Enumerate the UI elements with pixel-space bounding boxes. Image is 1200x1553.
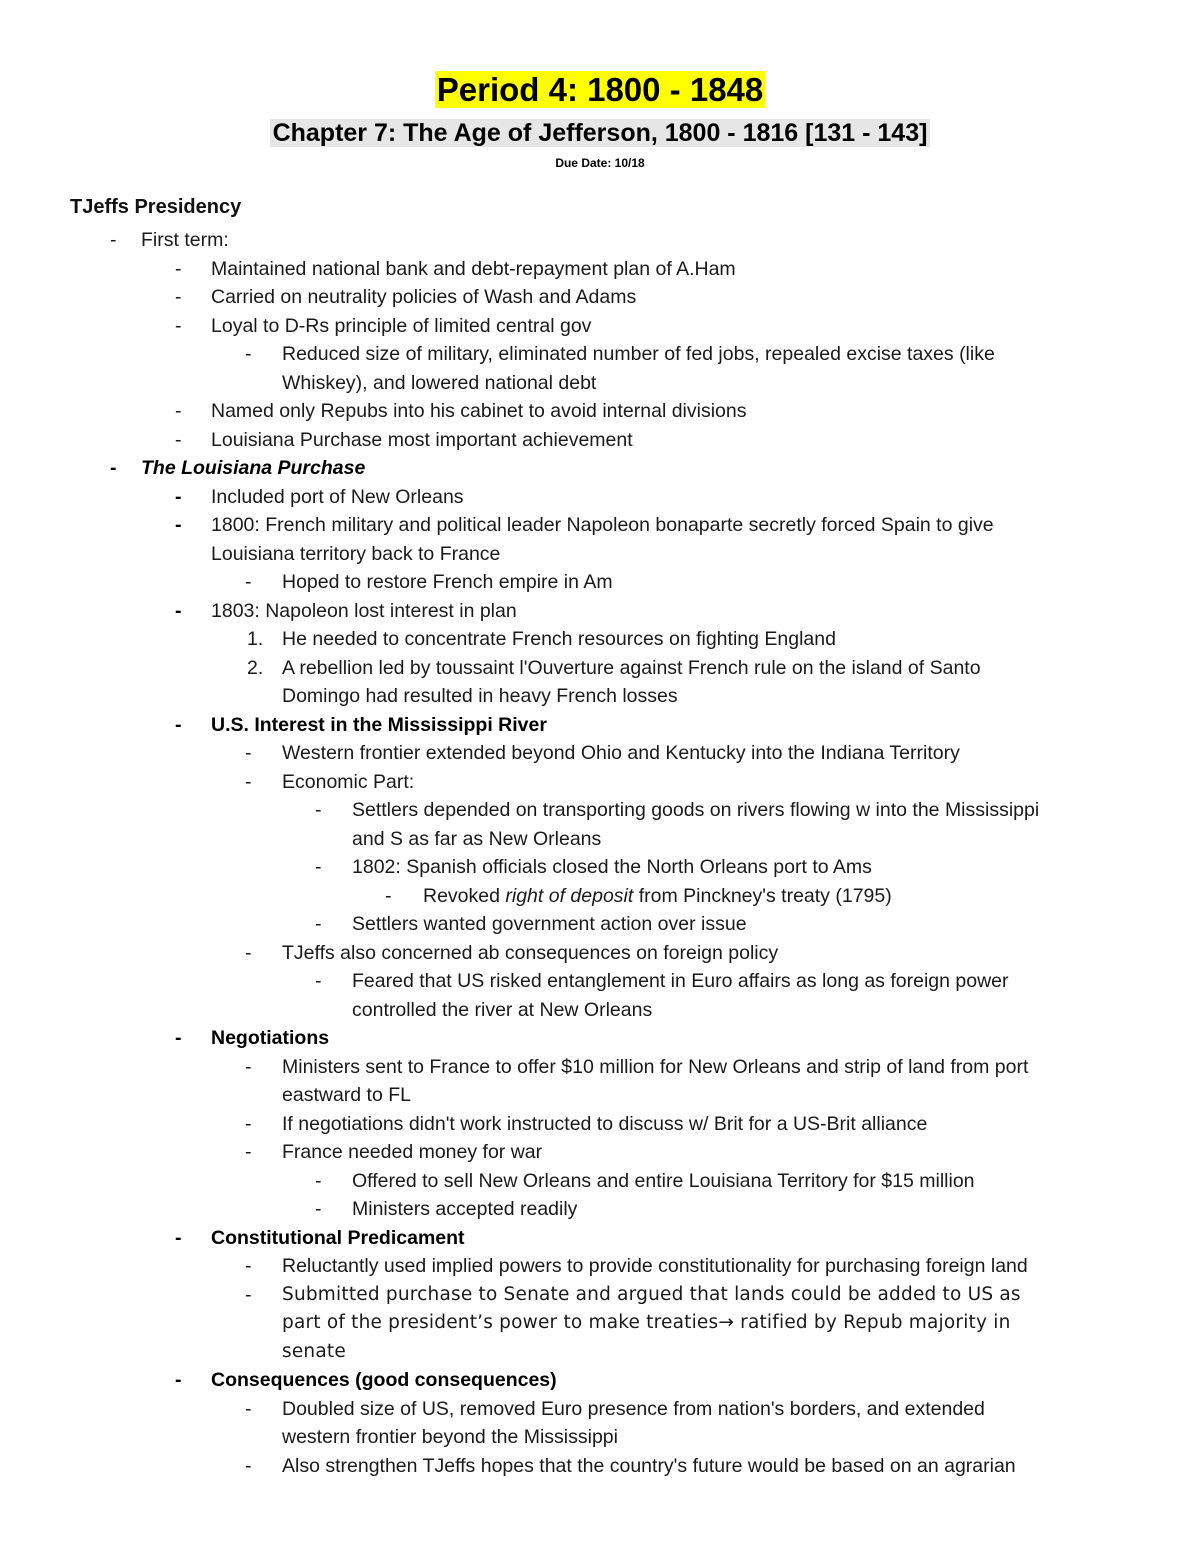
list-item: - Settlers wanted government action over issue [315, 913, 747, 935]
list-item: - Named only Repubs into his cabinet to avoid internal divisions [175, 400, 747, 422]
subsection-heading: - Constitutional Predicament [175, 1226, 465, 1249]
list-item: - Feared that US risked entanglement in Euro affairs as long as foreign power [315, 970, 1009, 992]
list-item: - France needed money for war [245, 1141, 543, 1163]
chapter-heading: Chapter 7: The Age of Jefferson, 1800 - 1816 [131 - 143] [0, 116, 1200, 150]
list-item: - 1802: Spanish officials closed the North Orleans port to Ams [315, 856, 872, 878]
list-item: - Submitted purchase to Senate and argued that lands could be added to US as [245, 1283, 1021, 1306]
period-heading: Period 4: 1800 - 1848 [436, 71, 764, 108]
due-date: Due Date: 10/18 [555, 156, 645, 170]
list-item-continuation: Domingo had resulted in heavy French losses [282, 685, 678, 707]
list-item: - If negotiations didn't work instructed to discuss w/ Brit for a US-Brit alliance [245, 1112, 928, 1135]
list-item: - Loyal to D-Rs principle of limited central gov [175, 314, 592, 337]
list-item: - Economic Part: [245, 770, 415, 793]
list-item: - 1803: Napoleon lost interest in plan [175, 599, 517, 622]
list-item-continuation: western frontier beyond the Mississippi [282, 1426, 618, 1448]
list-item: - Ministers accepted readily [315, 1198, 578, 1220]
list-item-continuation: Whiskey), and lowered national debt [282, 371, 597, 394]
list-item: - Settlers depended on transporting goods on rivers flowing w into the Mississippi [315, 799, 1040, 821]
list-item: - Doubled size of US, removed Euro presence from nation's borders, and extended [245, 1397, 985, 1420]
list-item: - Offered to sell New Orleans and entire Louisiana Territory for $15 million [315, 1169, 975, 1192]
list-item: - 1800: French military and political leader Napoleon bonaparte secretly forced Spain to give [175, 514, 994, 536]
list-item: - Louisiana Purchase most important achievement [175, 428, 633, 451]
list-item-continuation: senate [282, 1340, 346, 1362]
subsection-heading: - Negotiations [175, 1027, 330, 1049]
outline [0, 226, 1200, 1480]
list-item: - Carried on neutrality policies of Wash and Adams [175, 286, 637, 308]
subsection-heading: - U.S. Interest in the Mississippi River [175, 713, 547, 736]
subsection-heading: - The Louisiana Purchase [110, 457, 366, 479]
list-item: - Ministers sent to France to offer $10 million for New Orleans and strip of land from port [245, 1055, 1029, 1078]
list-item-continuation: part of the president’s power to make treaties→ ratified by Repub majority in [282, 1312, 1011, 1333]
list-item: - TJeffs also concerned ab consequences on foreign policy [245, 941, 779, 964]
list-item-continuation: Louisiana territory back to France [211, 542, 501, 565]
section-title: TJeffs Presidency [70, 196, 242, 218]
list-item: - First term: [110, 229, 229, 251]
list-item-continuation: controlled the river at New Orleans [352, 998, 653, 1021]
list-item: - Reluctantly used implied powers to provide constitutionality for purchasing foreign land [245, 1255, 1028, 1277]
list-item: - Hoped to restore French empire in Am [245, 571, 613, 593]
list-item: - Maintained national bank and debt-repayment plan of A.Ham [175, 257, 736, 280]
numbered-item: 2. A rebellion led by toussaint l'Ouverture against French rule on the island of Santo [247, 656, 981, 679]
list-item: - Also strengthen TJeffs hopes that the country's future would be based on an agrarian [245, 1454, 1016, 1477]
list-item: - Reduced size of military, eliminated number of fed jobs, repealed excise taxes (like [245, 343, 995, 365]
list-item: - Revoked right of deposit from Pinckney's treaty (1795) [385, 884, 892, 907]
numbered-item: 1. He needed to concentrate French resources on fighting England [247, 628, 836, 650]
list-item: - Western frontier extended beyond Ohio and Kentucky into the Indiana Territory [245, 742, 960, 764]
subsection-heading: - Consequences (good consequences) [175, 1369, 557, 1391]
list-item-continuation: and S as far as New Orleans [352, 827, 602, 850]
list-item: - Included port of New Orleans [175, 485, 464, 508]
list-item-continuation: eastward to FL [282, 1084, 411, 1106]
